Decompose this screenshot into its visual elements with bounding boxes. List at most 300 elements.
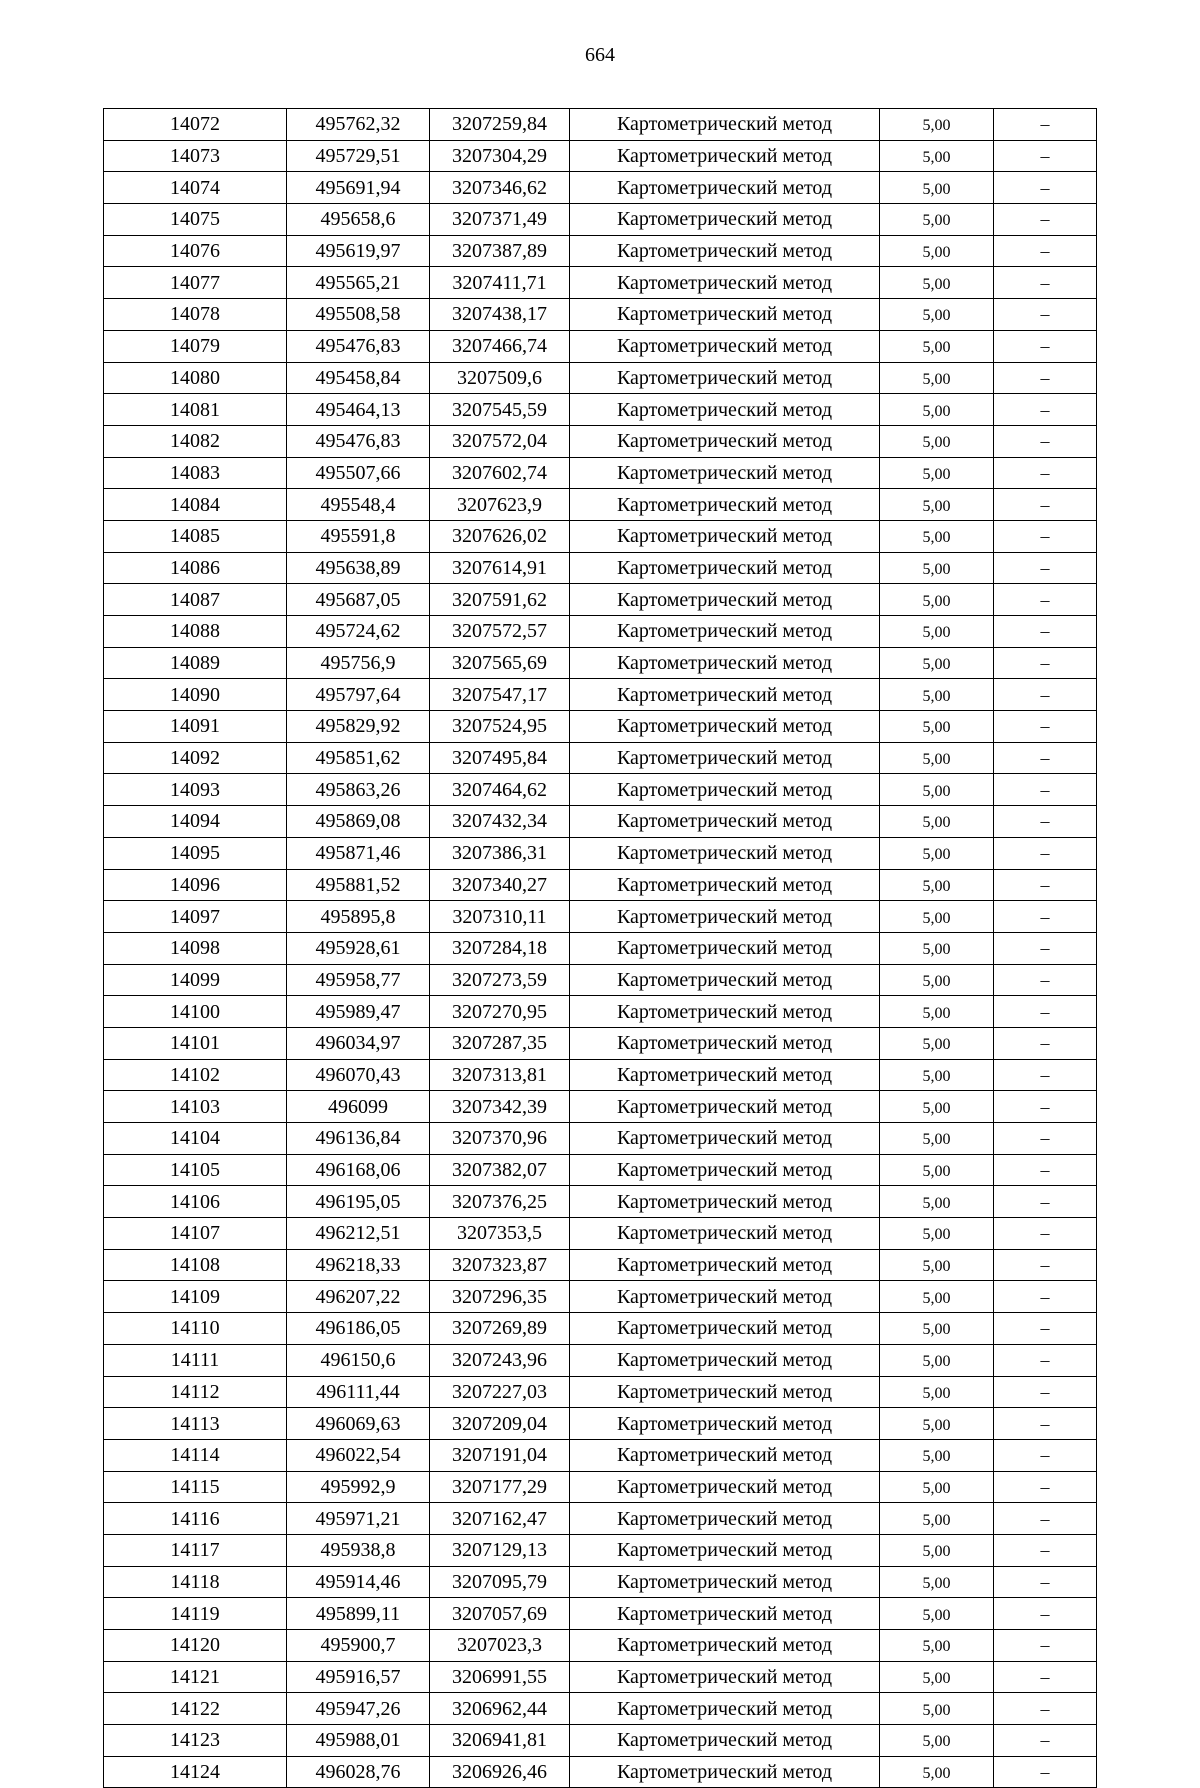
note-cell: – bbox=[994, 1408, 1097, 1440]
note-cell: – bbox=[994, 552, 1097, 584]
accuracy-cell: 5,00 bbox=[880, 1123, 994, 1155]
note-cell: – bbox=[994, 1154, 1097, 1186]
accuracy-cell: 5,00 bbox=[880, 1281, 994, 1313]
accuracy-cell: 5,00 bbox=[880, 362, 994, 394]
point-number-cell: 14124 bbox=[104, 1756, 287, 1788]
note-cell: – bbox=[994, 172, 1097, 204]
point-number-cell: 14116 bbox=[104, 1503, 287, 1535]
table-row bbox=[104, 267, 1097, 299]
x-coordinate-cell: 496150,6 bbox=[287, 1344, 430, 1376]
y-coordinate-cell: 3207376,25 bbox=[430, 1186, 570, 1218]
y-coordinate-cell: 3207313,81 bbox=[430, 1059, 570, 1091]
page-number: 664 bbox=[585, 44, 615, 66]
note-cell: – bbox=[994, 457, 1097, 489]
y-coordinate-cell: 3207057,69 bbox=[430, 1598, 570, 1630]
accuracy-cell: 5,00 bbox=[880, 1154, 994, 1186]
accuracy-cell: 5,00 bbox=[880, 394, 994, 426]
method-cell: Картометрический метод bbox=[570, 837, 880, 869]
point-number-cell: 14081 bbox=[104, 394, 287, 426]
table-row bbox=[104, 394, 1097, 426]
table-row bbox=[104, 742, 1097, 774]
x-coordinate-cell: 496099 bbox=[287, 1091, 430, 1123]
x-coordinate-cell: 495638,89 bbox=[287, 552, 430, 584]
x-coordinate-cell: 495797,64 bbox=[287, 679, 430, 711]
note-cell: – bbox=[994, 711, 1097, 743]
x-coordinate-cell: 495687,05 bbox=[287, 584, 430, 616]
accuracy-cell: 5,00 bbox=[880, 901, 994, 933]
x-coordinate-cell: 495900,7 bbox=[287, 1630, 430, 1662]
x-coordinate-cell: 495476,83 bbox=[287, 425, 430, 457]
table-row bbox=[104, 1186, 1097, 1218]
table-row bbox=[104, 1154, 1097, 1186]
x-coordinate-cell: 495591,8 bbox=[287, 520, 430, 552]
note-cell: – bbox=[994, 1661, 1097, 1693]
x-coordinate-cell: 496070,43 bbox=[287, 1059, 430, 1091]
point-number-cell: 14101 bbox=[104, 1027, 287, 1059]
accuracy-cell: 5,00 bbox=[880, 1376, 994, 1408]
accuracy-cell: 5,00 bbox=[880, 1091, 994, 1123]
x-coordinate-cell: 496195,05 bbox=[287, 1186, 430, 1218]
x-coordinate-cell: 495762,32 bbox=[287, 109, 430, 141]
method-cell: Картометрический метод bbox=[570, 552, 880, 584]
point-number-cell: 14091 bbox=[104, 711, 287, 743]
accuracy-cell: 5,00 bbox=[880, 1503, 994, 1535]
accuracy-cell: 5,00 bbox=[880, 172, 994, 204]
accuracy-cell: 5,00 bbox=[880, 235, 994, 267]
table-row bbox=[104, 204, 1097, 236]
y-coordinate-cell: 3207386,31 bbox=[430, 837, 570, 869]
x-coordinate-cell: 495464,13 bbox=[287, 394, 430, 426]
table-row bbox=[104, 1566, 1097, 1598]
y-coordinate-cell: 3207411,71 bbox=[430, 267, 570, 299]
method-cell: Картометрический метод bbox=[570, 806, 880, 838]
x-coordinate-cell: 495508,58 bbox=[287, 299, 430, 331]
y-coordinate-cell: 3207438,17 bbox=[430, 299, 570, 331]
note-cell: – bbox=[994, 330, 1097, 362]
note-cell: – bbox=[994, 869, 1097, 901]
point-number-cell: 14088 bbox=[104, 616, 287, 648]
accuracy-cell: 5,00 bbox=[880, 647, 994, 679]
y-coordinate-cell: 3207547,17 bbox=[430, 679, 570, 711]
x-coordinate-cell: 495756,9 bbox=[287, 647, 430, 679]
point-number-cell: 14096 bbox=[104, 869, 287, 901]
method-cell: Картометрический метод bbox=[570, 1566, 880, 1598]
note-cell: – bbox=[994, 1439, 1097, 1471]
note-cell: – bbox=[994, 679, 1097, 711]
method-cell: Картометрический метод bbox=[570, 901, 880, 933]
table-row bbox=[104, 1313, 1097, 1345]
table-row bbox=[104, 1503, 1097, 1535]
accuracy-cell: 5,00 bbox=[880, 1218, 994, 1250]
accuracy-cell: 5,00 bbox=[880, 1249, 994, 1281]
table-row bbox=[104, 140, 1097, 172]
accuracy-cell: 5,00 bbox=[880, 964, 994, 996]
accuracy-cell: 5,00 bbox=[880, 742, 994, 774]
note-cell: – bbox=[994, 1566, 1097, 1598]
note-cell: – bbox=[994, 774, 1097, 806]
note-cell: – bbox=[994, 1059, 1097, 1091]
method-cell: Картометрический метод bbox=[570, 679, 880, 711]
point-number-cell: 14118 bbox=[104, 1566, 287, 1598]
method-cell: Картометрический метод bbox=[570, 932, 880, 964]
x-coordinate-cell: 495548,4 bbox=[287, 489, 430, 521]
point-number-cell: 14099 bbox=[104, 964, 287, 996]
x-coordinate-cell: 495916,57 bbox=[287, 1661, 430, 1693]
note-cell: – bbox=[994, 1630, 1097, 1662]
note-cell: – bbox=[994, 932, 1097, 964]
y-coordinate-cell: 3207464,62 bbox=[430, 774, 570, 806]
x-coordinate-cell: 495729,51 bbox=[287, 140, 430, 172]
note-cell: – bbox=[994, 1376, 1097, 1408]
table-row bbox=[104, 1439, 1097, 1471]
table-row bbox=[104, 1376, 1097, 1408]
note-cell: – bbox=[994, 235, 1097, 267]
x-coordinate-cell: 495928,61 bbox=[287, 932, 430, 964]
note-cell: – bbox=[994, 1756, 1097, 1788]
point-number-cell: 14078 bbox=[104, 299, 287, 331]
note-cell: – bbox=[994, 964, 1097, 996]
x-coordinate-cell: 495619,97 bbox=[287, 235, 430, 267]
note-cell: – bbox=[994, 1598, 1097, 1630]
point-number-cell: 14073 bbox=[104, 140, 287, 172]
y-coordinate-cell: 3207623,9 bbox=[430, 489, 570, 521]
point-number-cell: 14105 bbox=[104, 1154, 287, 1186]
accuracy-cell: 5,00 bbox=[880, 1693, 994, 1725]
table-row bbox=[104, 1408, 1097, 1440]
note-cell: – bbox=[994, 1186, 1097, 1218]
table-row bbox=[104, 1027, 1097, 1059]
note-cell: – bbox=[994, 1091, 1097, 1123]
y-coordinate-cell: 3207342,39 bbox=[430, 1091, 570, 1123]
y-coordinate-cell: 3207545,59 bbox=[430, 394, 570, 426]
x-coordinate-cell: 495458,84 bbox=[287, 362, 430, 394]
point-number-cell: 14086 bbox=[104, 552, 287, 584]
note-cell: – bbox=[994, 584, 1097, 616]
table-row bbox=[104, 1091, 1097, 1123]
y-coordinate-cell: 3207191,04 bbox=[430, 1439, 570, 1471]
table-row bbox=[104, 552, 1097, 584]
y-coordinate-cell: 3207353,5 bbox=[430, 1218, 570, 1250]
accuracy-cell: 5,00 bbox=[880, 1408, 994, 1440]
method-cell: Картометрический метод bbox=[570, 1661, 880, 1693]
accuracy-cell: 5,00 bbox=[880, 489, 994, 521]
x-coordinate-cell: 496111,44 bbox=[287, 1376, 430, 1408]
note-cell: – bbox=[994, 1313, 1097, 1345]
table-row bbox=[104, 869, 1097, 901]
x-coordinate-cell: 496168,06 bbox=[287, 1154, 430, 1186]
x-coordinate-cell: 496186,05 bbox=[287, 1313, 430, 1345]
x-coordinate-cell: 495895,8 bbox=[287, 901, 430, 933]
table-row bbox=[104, 1534, 1097, 1566]
y-coordinate-cell: 3207495,84 bbox=[430, 742, 570, 774]
note-cell: – bbox=[994, 1503, 1097, 1535]
accuracy-cell: 5,00 bbox=[880, 837, 994, 869]
y-coordinate-cell: 3207323,87 bbox=[430, 1249, 570, 1281]
accuracy-cell: 5,00 bbox=[880, 711, 994, 743]
x-coordinate-cell: 495988,01 bbox=[287, 1725, 430, 1757]
y-coordinate-cell: 3207162,47 bbox=[430, 1503, 570, 1535]
accuracy-cell: 5,00 bbox=[880, 584, 994, 616]
accuracy-cell: 5,00 bbox=[880, 679, 994, 711]
point-number-cell: 14093 bbox=[104, 774, 287, 806]
table-row bbox=[104, 172, 1097, 204]
accuracy-cell: 5,00 bbox=[880, 552, 994, 584]
x-coordinate-cell: 495691,94 bbox=[287, 172, 430, 204]
method-cell: Картометрический метод bbox=[570, 267, 880, 299]
note-cell: – bbox=[994, 1534, 1097, 1566]
x-coordinate-cell: 495992,9 bbox=[287, 1471, 430, 1503]
table-row bbox=[104, 616, 1097, 648]
table-row bbox=[104, 235, 1097, 267]
method-cell: Картометрический метод bbox=[570, 1725, 880, 1757]
point-number-cell: 14102 bbox=[104, 1059, 287, 1091]
x-coordinate-cell: 496028,76 bbox=[287, 1756, 430, 1788]
x-coordinate-cell: 495971,21 bbox=[287, 1503, 430, 1535]
y-coordinate-cell: 3207466,74 bbox=[430, 330, 570, 362]
x-coordinate-cell: 495958,77 bbox=[287, 964, 430, 996]
x-coordinate-cell: 495507,66 bbox=[287, 457, 430, 489]
y-coordinate-cell: 3207304,29 bbox=[430, 140, 570, 172]
table-row bbox=[104, 1598, 1097, 1630]
y-coordinate-cell: 3207524,95 bbox=[430, 711, 570, 743]
table-row bbox=[104, 457, 1097, 489]
method-cell: Картометрический метод bbox=[570, 1249, 880, 1281]
y-coordinate-cell: 3207270,95 bbox=[430, 996, 570, 1028]
accuracy-cell: 5,00 bbox=[880, 1566, 994, 1598]
table-row bbox=[104, 647, 1097, 679]
point-number-cell: 14076 bbox=[104, 235, 287, 267]
table-row bbox=[104, 711, 1097, 743]
x-coordinate-cell: 495871,46 bbox=[287, 837, 430, 869]
table-row bbox=[104, 362, 1097, 394]
table-row bbox=[104, 932, 1097, 964]
table-row bbox=[104, 1123, 1097, 1155]
table-row bbox=[104, 996, 1097, 1028]
x-coordinate-cell: 495724,62 bbox=[287, 616, 430, 648]
point-number-cell: 14083 bbox=[104, 457, 287, 489]
point-number-cell: 14077 bbox=[104, 267, 287, 299]
method-cell: Картометрический метод bbox=[570, 1376, 880, 1408]
point-number-cell: 14111 bbox=[104, 1344, 287, 1376]
y-coordinate-cell: 3206991,55 bbox=[430, 1661, 570, 1693]
y-coordinate-cell: 3207572,57 bbox=[430, 616, 570, 648]
accuracy-cell: 5,00 bbox=[880, 1661, 994, 1693]
note-cell: – bbox=[994, 1027, 1097, 1059]
point-number-cell: 14080 bbox=[104, 362, 287, 394]
method-cell: Картометрический метод bbox=[570, 869, 880, 901]
table-row bbox=[104, 489, 1097, 521]
point-number-cell: 14075 bbox=[104, 204, 287, 236]
method-cell: Картометрический метод bbox=[570, 520, 880, 552]
note-cell: – bbox=[994, 1249, 1097, 1281]
point-number-cell: 14074 bbox=[104, 172, 287, 204]
point-number-cell: 14097 bbox=[104, 901, 287, 933]
table-row bbox=[104, 964, 1097, 996]
method-cell: Картометрический метод bbox=[570, 964, 880, 996]
point-number-cell: 14107 bbox=[104, 1218, 287, 1250]
point-number-cell: 14072 bbox=[104, 109, 287, 141]
method-cell: Картометрический метод bbox=[570, 996, 880, 1028]
point-number-cell: 14110 bbox=[104, 1313, 287, 1345]
table-row bbox=[104, 425, 1097, 457]
point-number-cell: 14115 bbox=[104, 1471, 287, 1503]
note-cell: – bbox=[994, 489, 1097, 521]
y-coordinate-cell: 3207387,89 bbox=[430, 235, 570, 267]
table-row bbox=[104, 1630, 1097, 1662]
method-cell: Картометрический метод bbox=[570, 711, 880, 743]
table-row bbox=[104, 837, 1097, 869]
x-coordinate-cell: 495863,26 bbox=[287, 774, 430, 806]
y-coordinate-cell: 3207284,18 bbox=[430, 932, 570, 964]
point-number-cell: 14079 bbox=[104, 330, 287, 362]
x-coordinate-cell: 495851,62 bbox=[287, 742, 430, 774]
method-cell: Картометрический метод bbox=[570, 1218, 880, 1250]
table-row bbox=[104, 1059, 1097, 1091]
x-coordinate-cell: 495869,08 bbox=[287, 806, 430, 838]
table-row bbox=[104, 1281, 1097, 1313]
y-coordinate-cell: 3207243,96 bbox=[430, 1344, 570, 1376]
y-coordinate-cell: 3207269,89 bbox=[430, 1313, 570, 1345]
method-cell: Картометрический метод bbox=[570, 489, 880, 521]
point-number-cell: 14119 bbox=[104, 1598, 287, 1630]
method-cell: Картометрический метод bbox=[570, 204, 880, 236]
method-cell: Картометрический метод bbox=[570, 1344, 880, 1376]
accuracy-cell: 5,00 bbox=[880, 330, 994, 362]
point-number-cell: 14117 bbox=[104, 1534, 287, 1566]
accuracy-cell: 5,00 bbox=[880, 425, 994, 457]
accuracy-cell: 5,00 bbox=[880, 1534, 994, 1566]
note-cell: – bbox=[994, 996, 1097, 1028]
y-coordinate-cell: 3206962,44 bbox=[430, 1693, 570, 1725]
y-coordinate-cell: 3207572,04 bbox=[430, 425, 570, 457]
method-cell: Картометрический метод bbox=[570, 584, 880, 616]
accuracy-cell: 5,00 bbox=[880, 806, 994, 838]
point-number-cell: 14089 bbox=[104, 647, 287, 679]
point-number-cell: 14090 bbox=[104, 679, 287, 711]
x-coordinate-cell: 496207,22 bbox=[287, 1281, 430, 1313]
method-cell: Картометрический метод bbox=[570, 1503, 880, 1535]
method-cell: Картометрический метод bbox=[570, 616, 880, 648]
y-coordinate-cell: 3207565,69 bbox=[430, 647, 570, 679]
accuracy-cell: 5,00 bbox=[880, 774, 994, 806]
method-cell: Картометрический метод bbox=[570, 1598, 880, 1630]
note-cell: – bbox=[994, 647, 1097, 679]
point-number-cell: 14104 bbox=[104, 1123, 287, 1155]
y-coordinate-cell: 3207432,34 bbox=[430, 806, 570, 838]
coordinates-table bbox=[103, 108, 1097, 1788]
x-coordinate-cell: 495829,92 bbox=[287, 711, 430, 743]
note-cell: – bbox=[994, 837, 1097, 869]
note-cell: – bbox=[994, 901, 1097, 933]
point-number-cell: 14113 bbox=[104, 1408, 287, 1440]
x-coordinate-cell: 495658,6 bbox=[287, 204, 430, 236]
y-coordinate-cell: 3207209,04 bbox=[430, 1408, 570, 1440]
accuracy-cell: 5,00 bbox=[880, 1344, 994, 1376]
method-cell: Картометрический метод bbox=[570, 1123, 880, 1155]
y-coordinate-cell: 3207273,59 bbox=[430, 964, 570, 996]
method-cell: Картометрический метод bbox=[570, 774, 880, 806]
note-cell: – bbox=[994, 616, 1097, 648]
method-cell: Картометрический метод bbox=[570, 1534, 880, 1566]
accuracy-cell: 5,00 bbox=[880, 1756, 994, 1788]
y-coordinate-cell: 3207370,96 bbox=[430, 1123, 570, 1155]
point-number-cell: 14123 bbox=[104, 1725, 287, 1757]
note-cell: – bbox=[994, 742, 1097, 774]
accuracy-cell: 5,00 bbox=[880, 1313, 994, 1345]
table-row bbox=[104, 330, 1097, 362]
y-coordinate-cell: 3207382,07 bbox=[430, 1154, 570, 1186]
method-cell: Картометрический метод bbox=[570, 235, 880, 267]
note-cell: – bbox=[994, 267, 1097, 299]
method-cell: Картометрический метод bbox=[570, 1439, 880, 1471]
point-number-cell: 14114 bbox=[104, 1439, 287, 1471]
note-cell: – bbox=[994, 109, 1097, 141]
accuracy-cell: 5,00 bbox=[880, 109, 994, 141]
accuracy-cell: 5,00 bbox=[880, 299, 994, 331]
note-cell: – bbox=[994, 204, 1097, 236]
coordinates-table-body bbox=[104, 109, 1097, 1788]
y-coordinate-cell: 3206926,46 bbox=[430, 1756, 570, 1788]
method-cell: Картометрический метод bbox=[570, 1471, 880, 1503]
note-cell: – bbox=[994, 299, 1097, 331]
table-row bbox=[104, 584, 1097, 616]
point-number-cell: 14112 bbox=[104, 1376, 287, 1408]
accuracy-cell: 5,00 bbox=[880, 1630, 994, 1662]
accuracy-cell: 5,00 bbox=[880, 204, 994, 236]
y-coordinate-cell: 3207346,62 bbox=[430, 172, 570, 204]
method-cell: Картометрический метод bbox=[570, 330, 880, 362]
x-coordinate-cell: 495476,83 bbox=[287, 330, 430, 362]
table-row bbox=[104, 299, 1097, 331]
accuracy-cell: 5,00 bbox=[880, 1598, 994, 1630]
method-cell: Картометрический метод bbox=[570, 1408, 880, 1440]
note-cell: – bbox=[994, 1725, 1097, 1757]
point-number-cell: 14121 bbox=[104, 1661, 287, 1693]
method-cell: Картометрический метод bbox=[570, 140, 880, 172]
table-row bbox=[104, 520, 1097, 552]
table-row bbox=[104, 1218, 1097, 1250]
accuracy-cell: 5,00 bbox=[880, 1439, 994, 1471]
method-cell: Картометрический метод bbox=[570, 299, 880, 331]
accuracy-cell: 5,00 bbox=[880, 1471, 994, 1503]
accuracy-cell: 5,00 bbox=[880, 1186, 994, 1218]
table-row bbox=[104, 1661, 1097, 1693]
x-coordinate-cell: 495899,11 bbox=[287, 1598, 430, 1630]
y-coordinate-cell: 3207310,11 bbox=[430, 901, 570, 933]
note-cell: – bbox=[994, 140, 1097, 172]
method-cell: Картометрический метод bbox=[570, 1630, 880, 1662]
y-coordinate-cell: 3207626,02 bbox=[430, 520, 570, 552]
x-coordinate-cell: 496136,84 bbox=[287, 1123, 430, 1155]
table-row bbox=[104, 1344, 1097, 1376]
point-number-cell: 14084 bbox=[104, 489, 287, 521]
point-number-cell: 14108 bbox=[104, 1249, 287, 1281]
y-coordinate-cell: 3207509,6 bbox=[430, 362, 570, 394]
point-number-cell: 14100 bbox=[104, 996, 287, 1028]
y-coordinate-cell: 3207023,3 bbox=[430, 1630, 570, 1662]
y-coordinate-cell: 3207614,91 bbox=[430, 552, 570, 584]
table-row bbox=[104, 1725, 1097, 1757]
x-coordinate-cell: 496218,33 bbox=[287, 1249, 430, 1281]
y-coordinate-cell: 3207227,03 bbox=[430, 1376, 570, 1408]
method-cell: Картометрический метод bbox=[570, 647, 880, 679]
point-number-cell: 14106 bbox=[104, 1186, 287, 1218]
x-coordinate-cell: 495881,52 bbox=[287, 869, 430, 901]
method-cell: Картометрический метод bbox=[570, 1027, 880, 1059]
accuracy-cell: 5,00 bbox=[880, 996, 994, 1028]
point-number-cell: 14085 bbox=[104, 520, 287, 552]
note-cell: – bbox=[994, 1281, 1097, 1313]
